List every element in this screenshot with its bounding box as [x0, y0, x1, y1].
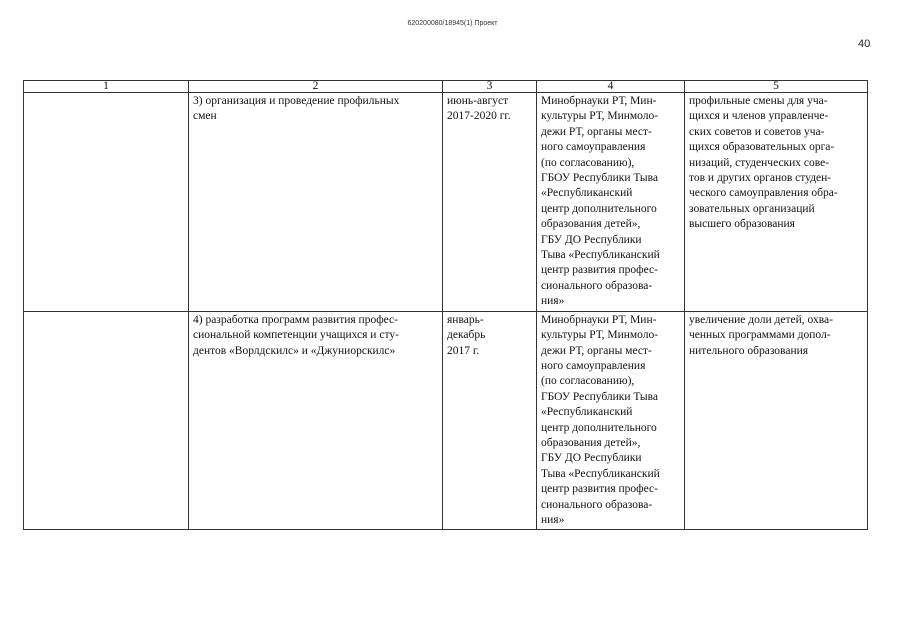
column-header: 5: [685, 81, 868, 93]
column-header: 3: [443, 81, 537, 93]
cell-result: увеличение доли детей, охва- ченных программами допол- нительного образования: [685, 311, 868, 530]
cell-responsible: Минобрнауки РТ, Мин- культуры РТ, Минмоло- дежи РТ, органы мест- ного самоуправления (по согласованию), ГБОУ Республики Тыва «Республиканский центр дополнительного образования детей», ГБУ ДО Республики Тыва «Республиканский центр развития профес- сионального образова- ния»: [537, 311, 685, 530]
page-number: 40: [858, 38, 871, 50]
table-row: [24, 93, 868, 312]
cell-col1: [24, 311, 189, 530]
table-header-row: [24, 81, 868, 93]
cell-result: профильные смены для уча- щихся и членов управленче- ских советов и советов уча- щихся образовательных орга- низаций, студенческих сове- тов и других органов студен- ческого самоуправления обра- зовательных организаций высшего образования: [685, 93, 868, 312]
cell-activity: 4) разработка программ развития профес- сиональной компетенции учащихся и сту- дентов «Ворлдскилс» и «Джуниорскилс»: [189, 311, 443, 530]
cell-responsible: Минобрнауки РТ, Мин- культуры РТ, Минмоло- дежи РТ, органы мест- ного самоуправления (по согласованию), ГБОУ Республики Тыва «Республиканский центр дополнительного образования детей», ГБУ ДО Республики Тыва «Республиканский центр развития профес- сионального образова- ния»: [537, 93, 685, 312]
document-id: 620200080/18945(1) Проект: [407, 20, 498, 27]
cell-period: июнь-август 2017-2020 гг.: [443, 93, 537, 312]
column-header: 1: [24, 81, 189, 93]
column-header: 2: [189, 81, 443, 93]
table-row: [24, 311, 868, 530]
cell-col1: [24, 93, 189, 312]
plan-table: [23, 80, 868, 530]
cell-activity: 3) организация и проведение профильных смен: [189, 93, 443, 312]
column-header: 4: [537, 81, 685, 93]
cell-period: январь- декабрь 2017 г.: [443, 311, 537, 530]
